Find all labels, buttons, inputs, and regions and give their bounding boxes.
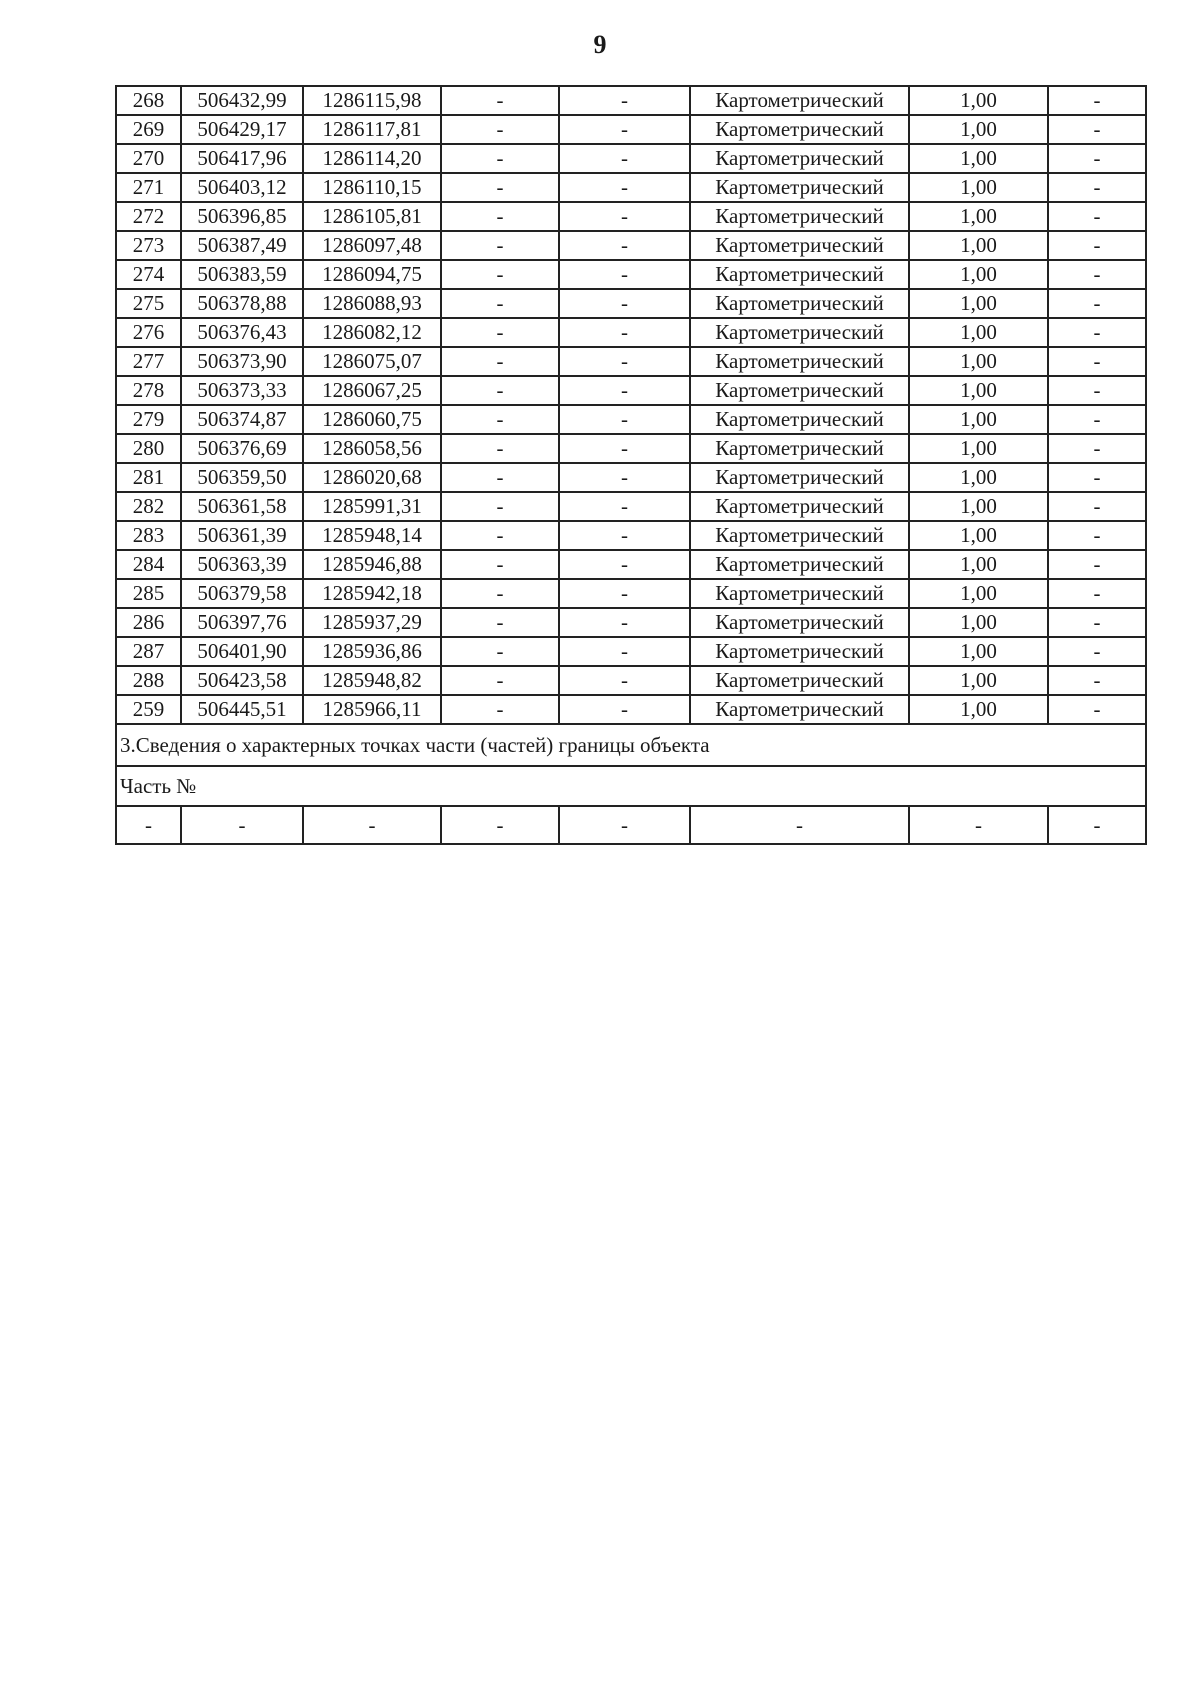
y-coordinate-cell: 1286075,07 (303, 347, 441, 376)
page-number: 9 (593, 30, 607, 59)
y-coordinate-cell: 1286020,68 (303, 463, 441, 492)
point-number-cell: 281 (116, 463, 181, 492)
empty-col-5-cell: - (559, 86, 690, 115)
empty-col-8-cell: - (1048, 695, 1146, 724)
point-number-cell: 280 (116, 434, 181, 463)
y-coordinate-cell: 1285946,88 (303, 550, 441, 579)
table-row (116, 86, 1146, 115)
accuracy-cell: 1,00 (909, 579, 1048, 608)
empty-col-5-cell: - (559, 347, 690, 376)
empty-col-8-cell: - (1048, 318, 1146, 347)
table-row (116, 260, 1146, 289)
x-coordinate-cell: 506401,90 (181, 637, 303, 666)
empty-cell: - (1048, 806, 1146, 844)
y-coordinate-cell: 1286067,25 (303, 376, 441, 405)
empty-part-row (116, 806, 1146, 844)
method-cell: Картометрический (690, 405, 909, 434)
empty-col-4-cell: - (441, 289, 559, 318)
point-number-cell: 276 (116, 318, 181, 347)
method-cell: Картометрический (690, 231, 909, 260)
method-cell: Картометрический (690, 173, 909, 202)
empty-col-4-cell: - (441, 376, 559, 405)
empty-col-8-cell: - (1048, 579, 1146, 608)
empty-col-8-cell: - (1048, 202, 1146, 231)
empty-col-4-cell: - (441, 608, 559, 637)
method-cell: Картометрический (690, 492, 909, 521)
method-cell: Картометрический (690, 289, 909, 318)
method-cell: Картометрический (690, 260, 909, 289)
empty-col-4-cell: - (441, 347, 559, 376)
point-number-cell: 273 (116, 231, 181, 260)
method-cell: Картометрический (690, 318, 909, 347)
empty-col-4-cell: - (441, 492, 559, 521)
empty-col-8-cell: - (1048, 86, 1146, 115)
accuracy-cell: 1,00 (909, 376, 1048, 405)
empty-col-4-cell: - (441, 521, 559, 550)
point-number-cell: 288 (116, 666, 181, 695)
empty-col-8-cell: - (1048, 231, 1146, 260)
accuracy-cell: 1,00 (909, 347, 1048, 376)
empty-col-8-cell: - (1048, 376, 1146, 405)
x-coordinate-cell: 506432,99 (181, 86, 303, 115)
empty-col-5-cell: - (559, 144, 690, 173)
y-coordinate-cell: 1286105,81 (303, 202, 441, 231)
point-number-cell: 287 (116, 637, 181, 666)
x-coordinate-cell: 506423,58 (181, 666, 303, 695)
y-coordinate-cell: 1285948,14 (303, 521, 441, 550)
empty-cell: - (690, 806, 909, 844)
point-number-cell: 268 (116, 86, 181, 115)
empty-col-4-cell: - (441, 405, 559, 434)
empty-col-5-cell: - (559, 434, 690, 463)
x-coordinate-cell: 506396,85 (181, 202, 303, 231)
x-coordinate-cell: 506361,58 (181, 492, 303, 521)
method-cell: Картометрический (690, 695, 909, 724)
x-coordinate-cell: 506378,88 (181, 289, 303, 318)
empty-col-8-cell: - (1048, 666, 1146, 695)
table-row (116, 144, 1146, 173)
x-coordinate-cell: 506429,17 (181, 115, 303, 144)
x-coordinate-cell: 506397,76 (181, 608, 303, 637)
x-coordinate-cell: 506373,33 (181, 376, 303, 405)
x-coordinate-cell: 506363,39 (181, 550, 303, 579)
empty-cell: - (303, 806, 441, 844)
method-cell: Картометрический (690, 86, 909, 115)
empty-col-5-cell: - (559, 521, 690, 550)
accuracy-cell: 1,00 (909, 144, 1048, 173)
x-coordinate-cell: 506383,59 (181, 260, 303, 289)
point-number-cell: 277 (116, 347, 181, 376)
empty-col-5-cell: - (559, 318, 690, 347)
y-coordinate-cell: 1285991,31 (303, 492, 441, 521)
empty-col-5-cell: - (559, 260, 690, 289)
empty-col-4-cell: - (441, 202, 559, 231)
accuracy-cell: 1,00 (909, 231, 1048, 260)
empty-col-5-cell: - (559, 289, 690, 318)
accuracy-cell: 1,00 (909, 202, 1048, 231)
x-coordinate-cell: 506387,49 (181, 231, 303, 260)
empty-col-8-cell: - (1048, 144, 1146, 173)
table-row (116, 202, 1146, 231)
empty-col-8-cell: - (1048, 173, 1146, 202)
x-coordinate-cell: 506374,87 (181, 405, 303, 434)
accuracy-cell: 1,00 (909, 173, 1048, 202)
empty-col-4-cell: - (441, 144, 559, 173)
y-coordinate-cell: 1286114,20 (303, 144, 441, 173)
empty-col-8-cell: - (1048, 550, 1146, 579)
accuracy-cell: 1,00 (909, 521, 1048, 550)
x-coordinate-cell: 506361,39 (181, 521, 303, 550)
method-cell: Картометрический (690, 579, 909, 608)
table-row (116, 434, 1146, 463)
table-row (116, 579, 1146, 608)
empty-col-4-cell: - (441, 550, 559, 579)
accuracy-cell: 1,00 (909, 318, 1048, 347)
accuracy-cell: 1,00 (909, 86, 1048, 115)
empty-col-5-cell: - (559, 376, 690, 405)
empty-col-8-cell: - (1048, 289, 1146, 318)
empty-col-5-cell: - (559, 231, 690, 260)
table-row (116, 550, 1146, 579)
y-coordinate-cell: 1286082,12 (303, 318, 441, 347)
empty-col-5-cell: - (559, 666, 690, 695)
table-row (116, 637, 1146, 666)
point-number-cell: 269 (116, 115, 181, 144)
section3-title-row (116, 724, 1146, 766)
empty-col-4-cell: - (441, 115, 559, 144)
empty-col-5-cell: - (559, 608, 690, 637)
y-coordinate-cell: 1286097,48 (303, 231, 441, 260)
x-coordinate-cell: 506359,50 (181, 463, 303, 492)
y-coordinate-cell: 1285948,82 (303, 666, 441, 695)
table-row (116, 231, 1146, 260)
empty-col-8-cell: - (1048, 608, 1146, 637)
accuracy-cell: 1,00 (909, 550, 1048, 579)
table-row (116, 115, 1146, 144)
empty-col-4-cell: - (441, 637, 559, 666)
point-number-cell: 279 (116, 405, 181, 434)
table-row (116, 521, 1146, 550)
empty-col-8-cell: - (1048, 492, 1146, 521)
accuracy-cell: 1,00 (909, 695, 1048, 724)
table-row (116, 608, 1146, 637)
empty-cell: - (909, 806, 1048, 844)
accuracy-cell: 1,00 (909, 115, 1048, 144)
x-coordinate-cell: 506376,69 (181, 434, 303, 463)
table-row (116, 695, 1146, 724)
method-cell: Картометрический (690, 521, 909, 550)
method-cell: Картометрический (690, 115, 909, 144)
empty-col-5-cell: - (559, 115, 690, 144)
empty-col-8-cell: - (1048, 521, 1146, 550)
empty-col-5-cell: - (559, 405, 690, 434)
empty-col-5-cell: - (559, 202, 690, 231)
points-table-body (116, 86, 1146, 724)
empty-col-4-cell: - (441, 231, 559, 260)
point-number-cell: 270 (116, 144, 181, 173)
empty-col-4-cell: - (441, 666, 559, 695)
table-row (116, 318, 1146, 347)
empty-col-5-cell: - (559, 173, 690, 202)
table-row (116, 492, 1146, 521)
y-coordinate-cell: 1286058,56 (303, 434, 441, 463)
empty-col-8-cell: - (1048, 405, 1146, 434)
x-coordinate-cell: 506417,96 (181, 144, 303, 173)
empty-col-5-cell: - (559, 492, 690, 521)
accuracy-cell: 1,00 (909, 405, 1048, 434)
method-cell: Картометрический (690, 463, 909, 492)
empty-col-4-cell: - (441, 86, 559, 115)
method-cell: Картометрический (690, 637, 909, 666)
y-coordinate-cell: 1286117,81 (303, 115, 441, 144)
x-coordinate-cell: 506445,51 (181, 695, 303, 724)
accuracy-cell: 1,00 (909, 637, 1048, 666)
empty-col-8-cell: - (1048, 260, 1146, 289)
empty-col-4-cell: - (441, 434, 559, 463)
part-label-row (116, 766, 1146, 806)
empty-col-4-cell: - (441, 695, 559, 724)
empty-col-8-cell: - (1048, 115, 1146, 144)
accuracy-cell: 1,00 (909, 289, 1048, 318)
point-number-cell: 282 (116, 492, 181, 521)
empty-col-4-cell: - (441, 579, 559, 608)
empty-col-4-cell: - (441, 260, 559, 289)
method-cell: Картометрический (690, 550, 909, 579)
empty-col-5-cell: - (559, 637, 690, 666)
empty-col-8-cell: - (1048, 347, 1146, 376)
point-number-cell: 285 (116, 579, 181, 608)
empty-cell: - (181, 806, 303, 844)
point-number-cell: 274 (116, 260, 181, 289)
point-number-cell: 284 (116, 550, 181, 579)
empty-col-5-cell: - (559, 550, 690, 579)
accuracy-cell: 1,00 (909, 608, 1048, 637)
table-row (116, 666, 1146, 695)
y-coordinate-cell: 1286060,75 (303, 405, 441, 434)
method-cell: Картометрический (690, 202, 909, 231)
x-coordinate-cell: 506376,43 (181, 318, 303, 347)
section3-title: 3.Сведения о характерных точках части (частей) границы объекта (116, 724, 1146, 766)
point-number-cell: 278 (116, 376, 181, 405)
boundary-points-table (115, 85, 1147, 845)
empty-cell: - (116, 806, 181, 844)
accuracy-cell: 1,00 (909, 666, 1048, 695)
y-coordinate-cell: 1286088,93 (303, 289, 441, 318)
method-cell: Картометрический (690, 608, 909, 637)
empty-cell: - (559, 806, 690, 844)
table-row (116, 405, 1146, 434)
empty-col-8-cell: - (1048, 434, 1146, 463)
part-number-label: Часть № (116, 766, 1146, 806)
accuracy-cell: 1,00 (909, 463, 1048, 492)
point-number-cell: 259 (116, 695, 181, 724)
y-coordinate-cell: 1285936,86 (303, 637, 441, 666)
x-coordinate-cell: 506403,12 (181, 173, 303, 202)
method-cell: Картометрический (690, 434, 909, 463)
method-cell: Картометрический (690, 666, 909, 695)
empty-col-5-cell: - (559, 463, 690, 492)
method-cell: Картометрический (690, 376, 909, 405)
table-row (116, 289, 1146, 318)
y-coordinate-cell: 1285966,11 (303, 695, 441, 724)
empty-col-5-cell: - (559, 695, 690, 724)
method-cell: Картометрический (690, 347, 909, 376)
point-number-cell: 283 (116, 521, 181, 550)
y-coordinate-cell: 1285937,29 (303, 608, 441, 637)
empty-col-4-cell: - (441, 463, 559, 492)
method-cell: Картометрический (690, 144, 909, 173)
y-coordinate-cell: 1286115,98 (303, 86, 441, 115)
accuracy-cell: 1,00 (909, 434, 1048, 463)
table-row (116, 347, 1146, 376)
table-row (116, 463, 1146, 492)
accuracy-cell: 1,00 (909, 492, 1048, 521)
empty-col-8-cell: - (1048, 463, 1146, 492)
empty-col-4-cell: - (441, 173, 559, 202)
y-coordinate-cell: 1286094,75 (303, 260, 441, 289)
empty-col-4-cell: - (441, 318, 559, 347)
empty-col-5-cell: - (559, 579, 690, 608)
empty-col-8-cell: - (1048, 637, 1146, 666)
point-number-cell: 272 (116, 202, 181, 231)
table-row (116, 173, 1146, 202)
table-row (116, 376, 1146, 405)
y-coordinate-cell: 1286110,15 (303, 173, 441, 202)
empty-cell: - (441, 806, 559, 844)
point-number-cell: 271 (116, 173, 181, 202)
x-coordinate-cell: 506373,90 (181, 347, 303, 376)
point-number-cell: 286 (116, 608, 181, 637)
point-number-cell: 275 (116, 289, 181, 318)
y-coordinate-cell: 1285942,18 (303, 579, 441, 608)
x-coordinate-cell: 506379,58 (181, 579, 303, 608)
accuracy-cell: 1,00 (909, 260, 1048, 289)
